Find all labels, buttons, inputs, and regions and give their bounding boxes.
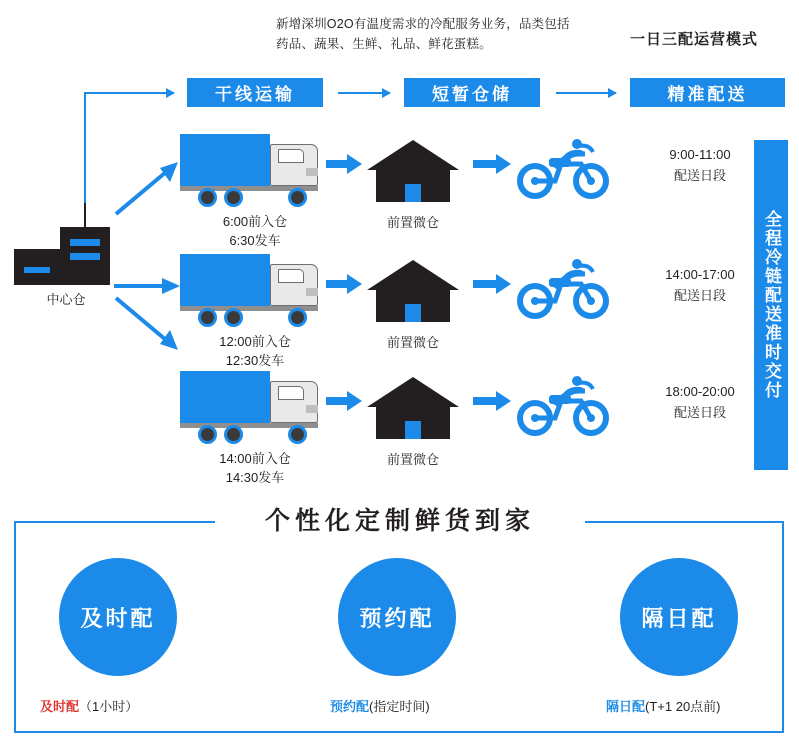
delivery-time-caption: 配送日段 [673,288,726,303]
diagonal-arrow-row3-icon [110,292,182,354]
option-caption-nextday-bold: 隔日配 [606,699,646,714]
delivery-time-caption: 配送日段 [673,168,726,183]
micro-warehouse-label: 前置微仓 [386,335,439,350]
truck-schedule-line2: 14:30发车 [225,470,285,485]
central-warehouse-icon [14,227,110,285]
central-warehouse-label: 中心仓 [46,292,86,307]
diagonal-arrow-row1-icon [110,158,182,220]
arrow-house-to-scooter-icon [473,280,497,288]
option-caption-instant [40,696,138,715]
truck-schedule-label [180,212,330,250]
arrow-stage2-to-stage3-icon [556,92,616,94]
delivery-time-caption: 配送日段 [673,405,726,420]
option-caption-scheduled-rest: (指定时间) [369,699,430,714]
stage-banner-precise-delivery: 精准配送 [630,78,785,107]
delivery-time-range: 9:00-11:00 [669,147,731,162]
arrow-truck-to-house-icon [326,397,348,405]
micro-warehouse-icon [367,140,459,202]
header-mode-title: 一日三配运营模式 [630,31,759,48]
option-caption-scheduled-bold: 预约配 [330,699,370,714]
stage-banner-trunk-transport: 干线运输 [187,78,323,107]
truck-icon [180,250,320,328]
truck-icon [180,130,320,208]
arrow-house-to-scooter-icon [473,160,497,168]
scooter-icon [515,371,611,437]
micro-warehouse-icon [367,377,459,439]
delivery-time-range: 14:00-17:00 [665,267,735,282]
panel-title: 个性化定制鲜货到家 [215,503,585,539]
truck-schedule-line1: 12:00前入仓 [219,334,291,349]
delivery-time-label [640,264,760,306]
truck-schedule-line1: 6:00前入仓 [222,214,288,229]
stage-banner-short-storage: 短暂仓储 [404,78,540,107]
scooter-icon [515,254,611,320]
option-caption-instant-bold: 及时配 [40,699,80,714]
truck-schedule-label [180,449,330,487]
delivery-time-range: 18:00-20:00 [665,384,735,399]
arrow-to-stage-1-icon [148,92,174,94]
arrow-truck-to-house-icon [326,160,348,168]
option-circle-nextday[interactable]: 隔日配 [620,558,738,676]
option-circle-instant[interactable]: 及时配 [59,558,177,676]
option-caption-instant-rest: （1小时） [79,699,139,714]
option-caption-nextday-rest: (T+1 20点前) [645,699,721,714]
scooter-icon [515,134,611,200]
warehouse-stem [84,203,86,229]
truck-icon [180,367,320,445]
micro-warehouse-label: 前置微仓 [386,452,439,467]
arrow-house-to-scooter-icon [473,397,497,405]
truck-schedule-label [180,332,330,370]
truck-schedule-line1: 14:00前入仓 [219,451,291,466]
feed-line-horizontal [84,92,150,94]
cold-chain-caption: 全程冷链配送准时交付 [754,140,788,470]
truck-schedule-line2: 12:30发车 [225,353,285,368]
delivery-time-label [640,381,760,423]
option-circle-scheduled[interactable]: 预约配 [338,558,456,676]
arrow-truck-to-house-icon [326,280,348,288]
header-note: 新增深圳O2O有温度需求的冷配服务业务，品类包括药品、蔬果、生鲜、礼品、鲜花蛋糕。 [276,17,570,51]
micro-warehouse-icon [367,260,459,322]
option-caption-scheduled [330,696,430,715]
arrow-stage1-to-stage2-icon [338,92,390,94]
delivery-time-label [640,144,760,186]
option-caption-nextday [606,696,721,715]
micro-warehouse-label: 前置微仓 [386,215,439,230]
truck-schedule-line2: 6:30发车 [229,233,281,248]
